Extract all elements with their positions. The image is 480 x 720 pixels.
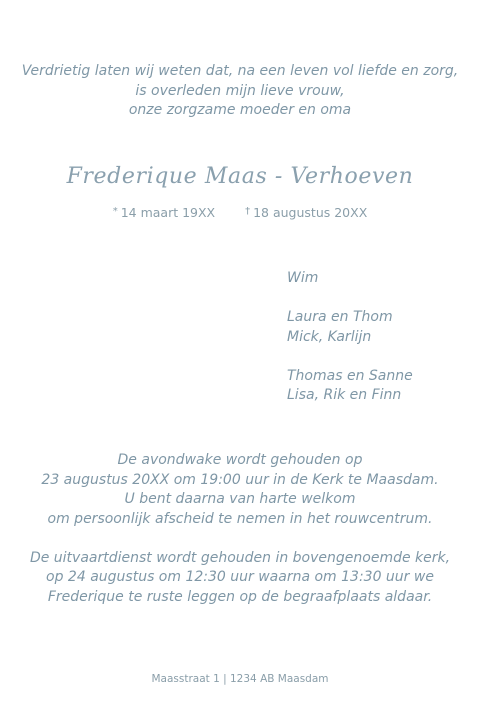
death-cross-icon: †: [245, 206, 251, 217]
service-details: [0, 451, 480, 627]
address: Maasstraat 1 | 1234 AB Maasdam: [151, 673, 329, 685]
intro-text: [0, 62, 480, 121]
deceased-name: Frederique Maas - Verhoeven: [66, 164, 414, 189]
birth-star-icon: *: [112, 206, 118, 217]
family-line: Thomas en Sanne: [287, 367, 413, 384]
family-group: [287, 308, 413, 347]
intro-line: Verdrietig laten wij weten dat, na een leven vol liefde en zorg,: [21, 63, 459, 79]
service-line: Frederique te ruste leggen op de begraafplaats aldaar.: [47, 588, 433, 605]
family-line: Laura en Thom: [287, 309, 393, 325]
service-line: om persoonlijk afscheid te nemen in het rouwcentrum.: [47, 510, 433, 527]
family-line: Lisa, Rik en Finn: [287, 387, 402, 403]
funeral-paragraph: [0, 549, 480, 608]
family-list: [287, 269, 413, 425]
wake-paragraph: [0, 451, 480, 529]
family-line: Mick, Karlijn: [287, 328, 372, 345]
service-line: 23 augustus 20XX om 19:00 uur in de Kerk te Maasdam.: [41, 471, 439, 488]
family-group: [287, 269, 413, 289]
service-line: U bent daarna van harte welkom: [124, 491, 356, 507]
service-line: De avondwake wordt gehouden op: [117, 452, 363, 468]
family-line: Wim: [287, 270, 319, 286]
birth-date: 14 maart 19XX: [120, 205, 216, 220]
death-date: 18 augustus 20XX: [253, 205, 368, 220]
service-line: op 24 augustus om 12:30 uur waarna om 13:30 uur we: [46, 569, 434, 585]
intro-line: onze zorgzame moeder en oma: [128, 102, 352, 118]
life-dates: [0, 205, 480, 220]
intro-line: is overleden mijn lieve vrouw,: [135, 82, 345, 99]
family-group: [287, 367, 413, 406]
service-line: De uitvaartdienst wordt gehouden in bovengenoemde kerk,: [29, 549, 451, 566]
